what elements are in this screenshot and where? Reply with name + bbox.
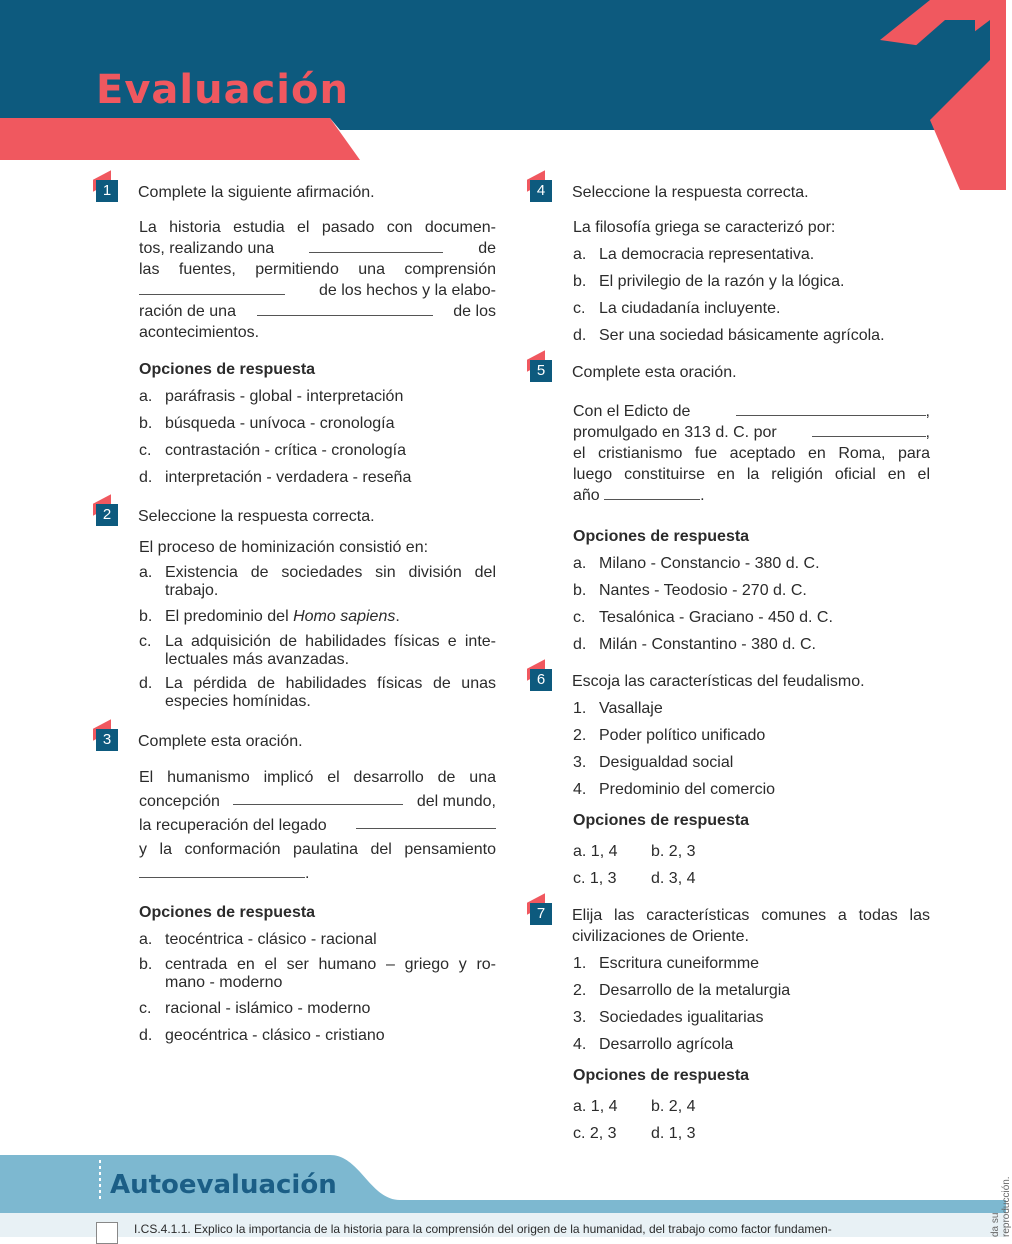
answer-option[interactable]: b. El predominio del Homo sapiens.	[139, 608, 400, 625]
fill-in-text: La historia estudia el pasado con documen- tos, realizando una de las fuentes, permitiendo una comprensión de los hechos y la elabo- ración de una de los acontecimientos.	[139, 219, 496, 341]
right-column	[530, 180, 930, 1144]
answer-option[interactable]: c. Tesalónica - Graciano - 450 d. C.	[573, 609, 833, 626]
answer-option[interactable]: a. 1, 4	[573, 1098, 618, 1115]
question-stem: La filosofía griega se caracterizó por:	[573, 219, 836, 236]
question-prompt: Seleccione la respuesta correcta.	[572, 184, 809, 201]
blank-field[interactable]	[139, 863, 305, 878]
answer-option[interactable]: b. búsqueda - unívoca - cronología	[139, 415, 395, 432]
list-item: 2. Desarrollo de la metalurgia	[573, 982, 791, 999]
options-title: Opciones de respuesta	[573, 528, 750, 545]
question-number-badge: 2	[96, 504, 118, 526]
question-number-badge: 1	[96, 180, 118, 202]
list-item: 1. Vasallaje	[573, 700, 663, 717]
blank-field[interactable]	[309, 238, 443, 253]
answer-option[interactable]: c. contrastación - crítica - cronología	[139, 442, 406, 459]
blank-field[interactable]	[736, 401, 926, 416]
options-list	[139, 564, 496, 711]
answer-option[interactable]: b. 2, 3	[651, 843, 696, 860]
blank-field[interactable]	[139, 280, 285, 295]
options-list	[573, 244, 930, 346]
answer-option[interactable]: c. La ciudadanía incluyente.	[573, 300, 781, 317]
list-item: 2. Poder político unificado	[573, 727, 766, 744]
options-title: Opciones de respuesta	[139, 361, 316, 378]
question-number-badge: 6	[530, 669, 552, 691]
answer-option[interactable]: b. El privilegio de la razón y la lógica.	[573, 273, 845, 290]
options-title: Opciones de respuesta	[573, 1067, 750, 1084]
blank-field[interactable]	[233, 790, 403, 805]
question-stem: El proceso de hominización consistió en:	[139, 539, 429, 556]
question-number-badge: 5	[530, 360, 552, 382]
side-note: da su reproducción.	[990, 1176, 1012, 1237]
answer-option[interactable]: b. Nantes - Teodosio - 270 d. C.	[573, 582, 807, 599]
question-prompt: Seleccione la respuesta correcta.	[138, 508, 375, 525]
options-list	[139, 386, 496, 488]
question-prompt: Complete esta oración.	[572, 364, 737, 381]
answer-option[interactable]: a. Milano - Constancio - 380 d. C.	[573, 555, 820, 572]
question-prompt: Escoja las características del feudalismo.	[572, 673, 865, 690]
answer-option[interactable]: d. Milán - Constantino - 380 d. C.	[573, 636, 816, 653]
list-item: 4. Predominio del comercio	[573, 781, 776, 798]
answer-option[interactable]: a. La democracia representativa.	[573, 246, 815, 263]
blank-field[interactable]	[356, 814, 496, 829]
answer-option[interactable]: c. racional - islámico - moderno	[139, 1000, 371, 1017]
answer-option[interactable]: d. 1, 3	[651, 1125, 696, 1142]
options-grid	[573, 1096, 930, 1144]
criterion-text: I.CS.4.1.1. Explico la importancia de la historia para la comprensión del origen de la humanidad, del trabajo como factor fundamen-	[134, 1222, 832, 1236]
answer-option[interactable]: c. La adquisición de habilidades físicas e inte- lectuales más avanzadas.	[139, 633, 496, 668]
criterion-checkbox[interactable]	[96, 1222, 118, 1244]
self-assessment-title: Autoevaluación	[110, 1170, 337, 1200]
question-6	[530, 669, 930, 889]
answer-option[interactable]: b. 2, 4	[651, 1098, 696, 1115]
answer-option[interactable]: d. geocéntrica - clásico - cristiano	[139, 1027, 385, 1044]
answer-option[interactable]: a. paráfrasis - global - interpretación	[139, 388, 404, 405]
list-item: 4. Desarrollo agrícola	[573, 1036, 734, 1053]
question-7	[530, 903, 930, 1144]
answer-option[interactable]: a. 1, 4	[573, 843, 618, 860]
question-4	[530, 180, 930, 346]
options-list	[139, 929, 496, 1046]
question-prompt: Complete esta oración.	[138, 733, 303, 750]
answer-option[interactable]: d. interpretación - verdadera - reseña	[139, 469, 412, 486]
blank-field[interactable]	[604, 485, 700, 500]
options-grid	[573, 841, 930, 889]
options-title: Opciones de respuesta	[573, 812, 750, 829]
answer-option[interactable]: c. 1, 3	[573, 870, 617, 887]
page-title: Evaluación	[96, 67, 349, 113]
items-list	[573, 698, 930, 800]
question-1	[96, 180, 496, 488]
answer-option[interactable]: b. centrada en el ser humano – griego y ro- mano - moderno	[139, 956, 496, 991]
blank-field[interactable]	[257, 301, 433, 316]
list-item: 3. Desigualdad social	[573, 754, 734, 771]
question-prompt: Complete la siguiente afirmación.	[138, 184, 375, 201]
answer-option[interactable]: d. La pérdida de habilidades físicas de unas especies homínidas.	[139, 675, 496, 710]
options-list	[573, 553, 930, 655]
answer-option[interactable]: a. Existencia de sociedades sin división del trabajo.	[139, 564, 496, 599]
list-item: 1. Escritura cuneiformme	[573, 955, 760, 972]
fill-in-text: Con el Edicto de , promulgado en 313 d. C. por , el cristianismo fue aceptado en Roma, para luego constituirse en la religión oficial en el año .	[573, 403, 930, 504]
answer-option[interactable]: c. 2, 3	[573, 1125, 617, 1142]
answer-option[interactable]: d. 3, 4	[651, 870, 696, 887]
question-prompt: Elija las características comunes a todas las civilizaciones de Oriente.	[572, 907, 930, 945]
answer-option[interactable]: a. teocéntrica - clásico - racional	[139, 931, 377, 948]
answer-option[interactable]: d. Ser una sociedad básicamente agrícola.	[573, 327, 885, 344]
question-2	[96, 504, 496, 711]
question-5	[530, 360, 930, 655]
list-item: 3. Sociedades igualitarias	[573, 1009, 764, 1026]
options-title: Opciones de respuesta	[139, 904, 316, 921]
question-3	[96, 729, 496, 1046]
question-number-badge: 4	[530, 180, 552, 202]
question-number-badge: 7	[530, 903, 552, 925]
left-column	[96, 180, 496, 1046]
question-number-badge: 3	[96, 729, 118, 751]
items-list	[573, 953, 930, 1055]
fill-in-text: El humanismo implicó el desarrollo de una concepción del mundo, la recuperación del legado y la conformación paulatina del pensamiento .	[139, 769, 496, 882]
blank-field[interactable]	[812, 422, 926, 437]
